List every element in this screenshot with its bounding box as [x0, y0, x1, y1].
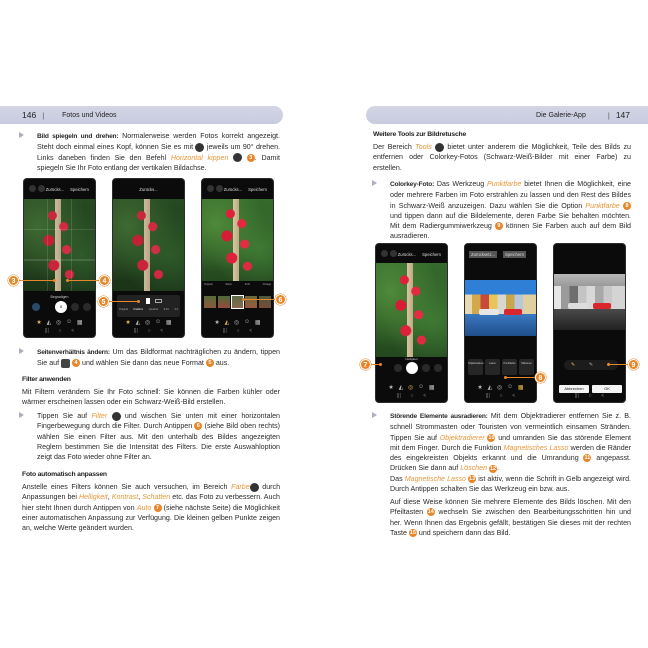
filter-label: Vintage: [262, 283, 271, 286]
color-icon: ◎: [496, 385, 503, 391]
text: ist aktiv, wenn die Schrift in Gelb angezeigt wird. Durch Antippen schalten Sie das Werkzeug ein bzw. aus.: [390, 475, 631, 494]
boat: [479, 309, 499, 315]
ref-number: 14: [427, 509, 434, 516]
color-icon: ◎: [55, 320, 62, 326]
callout-number: 4: [99, 275, 110, 286]
ref-number: 6: [194, 422, 202, 430]
callout-line: [109, 301, 137, 303]
bullet-mirror-rotate: [22, 131, 280, 173]
callout-number: 9: [628, 359, 639, 370]
callout-line: [507, 377, 535, 379]
bullet-object-eraser: [373, 411, 631, 474]
back-nav-icon: <: [512, 393, 516, 399]
filter-icon: ◭: [224, 320, 230, 326]
text: .: [497, 464, 499, 473]
home-icon: ○: [58, 328, 62, 334]
text: aus.: [213, 359, 230, 368]
phone-topbar: [113, 179, 184, 199]
adjust-icon: [422, 364, 430, 372]
filter-icon: ◭: [46, 320, 52, 326]
home-icon: ○: [499, 393, 503, 399]
option: 9:16: [163, 308, 169, 311]
text: angepasst. Drücken Sie dann auf: [390, 454, 631, 473]
link-color: Farbe: [231, 483, 250, 491]
chapter-title: Fotos und Videos: [62, 111, 117, 119]
transform-icon: ★: [388, 385, 394, 391]
sticker-icon: ☺: [507, 384, 514, 390]
reset-label: Zurücks...: [45, 186, 65, 192]
save-label: Speichern: [422, 251, 441, 257]
ref-number: 9: [495, 222, 503, 230]
callout-line: [610, 364, 628, 366]
text: (siehe nächste Seite) die Möglichkeit einer automatischen Anpassung zur Verfügung. Die kleinen gelben Punkte zeigen an, welche Werte geändert wurden.: [22, 503, 280, 533]
back-icon: [381, 250, 388, 257]
link-shadows: Schatten: [142, 493, 171, 502]
system-navbar: [202, 328, 273, 334]
aspect-ratio-icon: [61, 359, 70, 368]
filter-thumb: [204, 296, 216, 308]
recents-icon: |||: [44, 328, 49, 334]
ref-number: 7: [154, 504, 162, 512]
undo-icon: [390, 250, 397, 257]
tools-icon: ▦: [76, 320, 83, 326]
text: ,: [107, 493, 112, 502]
bullet-label: Seitenverhältnis ändern:: [37, 349, 110, 356]
ok-button: OK: [592, 385, 622, 393]
section-heading-tools: Weitere Tools zur Bildretusche: [373, 131, 467, 138]
filter-intro-paragraph: Mit Filtern verändern Sie Ihr Foto schnell: Sie können die Farben kühler oder wärmer erscheinen lassen oder ein Schwarz-Weiß-Bild erstellen.: [22, 388, 280, 407]
text: und wählen Sie dann das neue Format: [80, 359, 206, 368]
text: bietet Ihnen die Möglichkeit, eine oder mehrere Farben im Foto erstrahlen zu lassen und den Rest des Bildes in Schwarz-Weiß anzuzeigen. Dazu wählen Sie die Option: [390, 180, 631, 210]
ref-number: 4: [72, 359, 80, 367]
bullet-label: Colorkey-Foto:: [390, 181, 435, 188]
back-nav-icon: <: [601, 393, 605, 399]
text: Um das Bildformat nachträglichen zu ändern, tippen Sie auf: [37, 348, 280, 368]
back-icon: [29, 185, 36, 192]
phone-screenshot-color: [375, 243, 448, 403]
flower-photo: [376, 263, 447, 357]
section-heading-auto-adjust: Foto automatisch anpassen: [22, 471, 107, 478]
callout-8: [504, 372, 546, 383]
bullet-arrow-icon: [372, 412, 377, 418]
tools-icon: ▦: [254, 320, 261, 326]
sky: [554, 274, 625, 286]
text: Normalerweise werden Fotos korrekt angezeigt. Steht doch einmal eines Kopf, können Sie es mit: [37, 132, 280, 152]
chapter-title: Die Galerie-App: [536, 111, 586, 119]
cancel-button: Abbrechen: [559, 385, 589, 393]
phone-screenshot-colorkey: [553, 243, 626, 403]
save-label: Speichern: [248, 186, 267, 192]
text: können Sie Farben auch auf dem Bild ausradieren.: [390, 222, 632, 241]
tool-label: Objektradierer: [468, 362, 484, 365]
pick-color-icon: ✎: [570, 362, 576, 368]
callout-number: 6: [275, 294, 286, 305]
recents-icon: |||: [133, 328, 138, 334]
ref-number: 12: [489, 465, 497, 472]
back-nav-icon: <: [423, 393, 427, 399]
ref-number: 5: [206, 359, 214, 367]
separator: |: [42, 110, 45, 120]
callout-5: [98, 296, 140, 307]
callout-4: [66, 275, 110, 286]
bullet-arrow-icon: [19, 132, 24, 138]
filter-label: Warm: [225, 283, 232, 286]
tools-intro-paragraph: [373, 142, 631, 173]
ref-number: 15: [409, 530, 416, 537]
water: [554, 309, 625, 330]
ref-number: 8: [623, 202, 631, 210]
edit-navbar: [465, 384, 536, 391]
straighten-label: Begradigen: [50, 295, 69, 299]
color-icon: ◎: [233, 320, 240, 326]
text: Tippen Sie auf: [37, 412, 92, 420]
undo-icon: [38, 185, 45, 192]
color-icon: ◎: [407, 385, 414, 391]
system-navbar: [376, 393, 447, 399]
callout-dot: [53, 279, 56, 282]
home-icon: ○: [410, 393, 414, 399]
callout-line: [19, 280, 53, 282]
callout-number: 5: [98, 296, 109, 307]
rotate-icon: [71, 303, 79, 311]
bullet-label: Störende Elemente ausradieren:: [390, 413, 488, 420]
adjust-label: Helligkeit: [405, 357, 418, 361]
ref-number: 11: [584, 455, 591, 462]
text: und wischen Sie unten mit einer horizontalen Fingerbewegung durch die Filter. Durch Antippen: [37, 412, 280, 431]
tool-label: Lasso: [489, 362, 496, 365]
phone-screenshot-filter: [201, 178, 274, 338]
straighten-dial: 0: [55, 301, 67, 313]
recents-icon: |||: [222, 328, 227, 334]
edit-navbar: [24, 319, 95, 326]
save-label: Speichern: [70, 186, 89, 192]
link-filter: Filter: [91, 412, 108, 420]
home-icon: ○: [147, 328, 151, 334]
text: und umranden Sie das störende Element mit dem Finger. Durch die Funktion: [390, 433, 631, 452]
callout-number: 7: [360, 359, 371, 370]
text: Mit dem Objektradierer entfernen Sie z. B. schnell Strommasten oder Touristen von vermeintlich einsamen Stränden. Tippen Sie auf: [390, 412, 632, 442]
callout-6: [242, 294, 286, 305]
tools-icon: ▦: [428, 385, 435, 391]
tools-icon: [435, 143, 444, 152]
home-icon: ○: [588, 393, 592, 399]
phone-topbar: [376, 244, 447, 264]
bullet-filter: [22, 411, 280, 462]
system-navbar: [465, 393, 536, 399]
link-object-eraser: Objektradierer: [439, 433, 485, 442]
text: . Damit spiegeln Sie Ihr Foto entlang der vertikalen Bildachse.: [37, 153, 280, 172]
option: Quadrat: [148, 308, 159, 311]
tool-label: Stilisieren: [521, 362, 532, 365]
phone-topbar: [465, 244, 536, 264]
portrait-icon: [146, 298, 150, 304]
bullet-arrow-icon: [19, 412, 24, 418]
bullet-arrow-icon: [372, 180, 377, 186]
edit-navbar: [113, 319, 184, 326]
color-icon: ◎: [144, 320, 151, 326]
filter-icon: ◭: [398, 385, 404, 391]
filter-icon: ◭: [135, 320, 141, 326]
callout-number: 3: [8, 275, 19, 286]
phone-topbar: [24, 179, 95, 199]
edit-navbar: [376, 384, 447, 391]
color-icon: [250, 483, 259, 492]
text: etc. das Foto zu verbessern. Auch hier steht Ihnen durch Antippen von: [22, 493, 280, 512]
callout-7: [360, 359, 382, 370]
adjust-icon: [394, 364, 402, 372]
boat: [504, 309, 522, 315]
system-navbar: [24, 328, 95, 334]
text: Auf diese Weise können Sie mehrere Elemente des Bilds löschen. Mit den Pfeiltasten: [390, 498, 631, 517]
transform-icon: ★: [477, 385, 483, 391]
text: werden die Ränder des eingekreisten Objekts erkannt und die Umrandung: [390, 443, 631, 463]
filter-icon: ◭: [487, 385, 493, 391]
link-horizontal-flip: Horizontal kippen: [170, 153, 229, 162]
picker-icon: ✎: [588, 362, 594, 368]
magnetic-lasso-paragraph: [390, 474, 631, 495]
back-nav-icon: <: [160, 328, 164, 334]
text: durch Anpassungen bei: [22, 483, 281, 502]
recents-icon: |||: [485, 393, 490, 399]
recents-icon: |||: [396, 393, 401, 399]
phone-topbar: [202, 179, 273, 199]
reset-button: Zurücksetz...: [471, 251, 496, 257]
ref-number: 3: [247, 154, 255, 162]
callout-dot: [137, 300, 140, 303]
bullet-arrow-icon: [19, 348, 24, 354]
ref-number: 10: [488, 434, 495, 441]
back-nav-icon: <: [249, 328, 253, 334]
link-color-point: Punktfarbe: [487, 180, 522, 188]
phone-screenshot-rotate: [23, 178, 96, 338]
bullet-aspect-ratio: [22, 347, 280, 369]
back-icon: [207, 185, 214, 192]
edit-navbar: [202, 319, 273, 326]
link-tools: Tools: [415, 143, 432, 151]
text: bietet unter anderem die Möglichkeit, Teile des Bilds zu entfernen oder Colorkey-Fotos (Schwarz-Weiß-Bilder mit einer Farbe) zu erstellen.: [373, 143, 631, 172]
link-auto: Auto: [136, 503, 152, 512]
flip-icon: [233, 153, 242, 162]
home-icon: ○: [236, 328, 240, 334]
transform-icon: ★: [36, 320, 42, 326]
tools-icon: ▦: [517, 385, 524, 391]
boat: [568, 303, 588, 309]
filter-sliders: [204, 283, 271, 286]
link-delete: Löschen: [460, 464, 488, 473]
link-color-point: Punktfarbe: [585, 201, 620, 210]
filter-label: Kühl: [244, 283, 250, 286]
landscape-icon: [155, 299, 162, 303]
text: Das Werkzeug: [434, 180, 488, 188]
flower-photo: [113, 199, 184, 291]
filter-label: Original: [204, 283, 213, 286]
right-page: [324, 0, 648, 648]
page-header: [366, 106, 648, 124]
callout-line: [69, 280, 99, 282]
tool-object-eraser: [468, 359, 483, 375]
text: (siehe Bild oben rechts) wählen Sie einen Filter aus. Mit den unterhalb des Bildes angezeigten Reglern bestimmen Sie die Intensität des Filters. Die erste Auswahloption zeigt das Foto wieder ohne Filter an.: [37, 422, 280, 462]
callout-dot: [379, 363, 382, 366]
page-header: [0, 106, 283, 124]
tool-lasso: [485, 359, 500, 375]
sticker-icon: ☺: [244, 319, 251, 325]
text: Der Bereich: [373, 143, 416, 151]
filter-thumb: [218, 296, 230, 308]
save-button: Speichern: [505, 251, 524, 257]
adjust-icon: [434, 364, 442, 372]
page-number: 146: [22, 110, 37, 120]
option: Freiform: [133, 308, 144, 311]
text: Das: [390, 475, 405, 483]
text: ,: [138, 493, 143, 502]
flip-icon: [83, 303, 91, 311]
flower-photo: [202, 199, 273, 281]
text: wechseln Sie zwischen den Bearbeitungsschritten hin und her. Wenn Ihnen das Ergebnis gefällt, bestätigen Sie dieses mit der rechten Taste: [390, 508, 631, 537]
reset-label: Zurücks...: [139, 186, 158, 192]
bullet-colorkey: [373, 179, 631, 242]
link-magnetic-lasso: Magnetische Lasso: [404, 475, 466, 483]
auto-adjust-paragraph: [22, 482, 280, 533]
separator: |: [607, 110, 610, 120]
aspect-options: [119, 308, 178, 311]
option: 3:4: [174, 308, 178, 311]
colorkey-photo: [554, 274, 625, 330]
transform-icon: ★: [214, 320, 220, 326]
text: und tippen dann auf die Bildelemente, deren Farbe Sie behalten möchten. Mit dem Radiergummiwerkzeug: [390, 211, 631, 231]
sticker-icon: ☺: [66, 319, 73, 325]
text: jeweils um 90° drehen. Links daneben finden Sie den Befehl: [37, 143, 281, 162]
reset-label: Zurücks...: [223, 186, 243, 192]
sticker-icon: ☺: [418, 384, 425, 390]
transform-icon: ★: [125, 320, 131, 326]
bullet-label: Bild spiegeln und drehen:: [37, 133, 119, 140]
tool-label: Punktfarbe: [503, 362, 516, 365]
recents-icon: |||: [574, 393, 579, 399]
tools-icon: ▦: [165, 320, 172, 326]
callout-9: [607, 359, 639, 370]
link-brightness: Helligkeit: [78, 493, 108, 502]
text: und speichern dann das Bild.: [416, 528, 511, 537]
sticker-icon: ☺: [155, 319, 162, 325]
option: Original: [119, 308, 128, 311]
water: [465, 314, 536, 336]
back-nav-icon: <: [71, 328, 75, 334]
page-number: 147: [615, 110, 630, 120]
callout-line: [245, 299, 275, 301]
multiple-elements-paragraph: [390, 497, 631, 538]
brightness-dial: [406, 362, 418, 374]
ref-number: 13: [469, 476, 476, 483]
system-navbar: [113, 328, 184, 334]
harbor-photo: [465, 280, 536, 336]
callout-line: [371, 364, 379, 366]
red-boat: [593, 303, 611, 309]
text: Anstelle eines Filters können Sie auch versuchen, im Bereich: [22, 483, 232, 491]
system-navbar: [554, 393, 625, 399]
phone-screenshot-aspect: [112, 178, 185, 338]
section-heading-filter: Filter anwenden: [22, 376, 71, 383]
undo-icon: [216, 185, 223, 192]
filter-icon: [112, 412, 121, 421]
callout-3: [8, 275, 56, 286]
reset-label: Zurücks...: [397, 251, 417, 257]
link-contrast: Kontrast: [111, 493, 139, 502]
callout-number: 8: [535, 372, 546, 383]
aspect-ratio-icon: [32, 303, 40, 311]
link-magnetic-lasso: Magnetisches Lasso: [503, 443, 569, 452]
